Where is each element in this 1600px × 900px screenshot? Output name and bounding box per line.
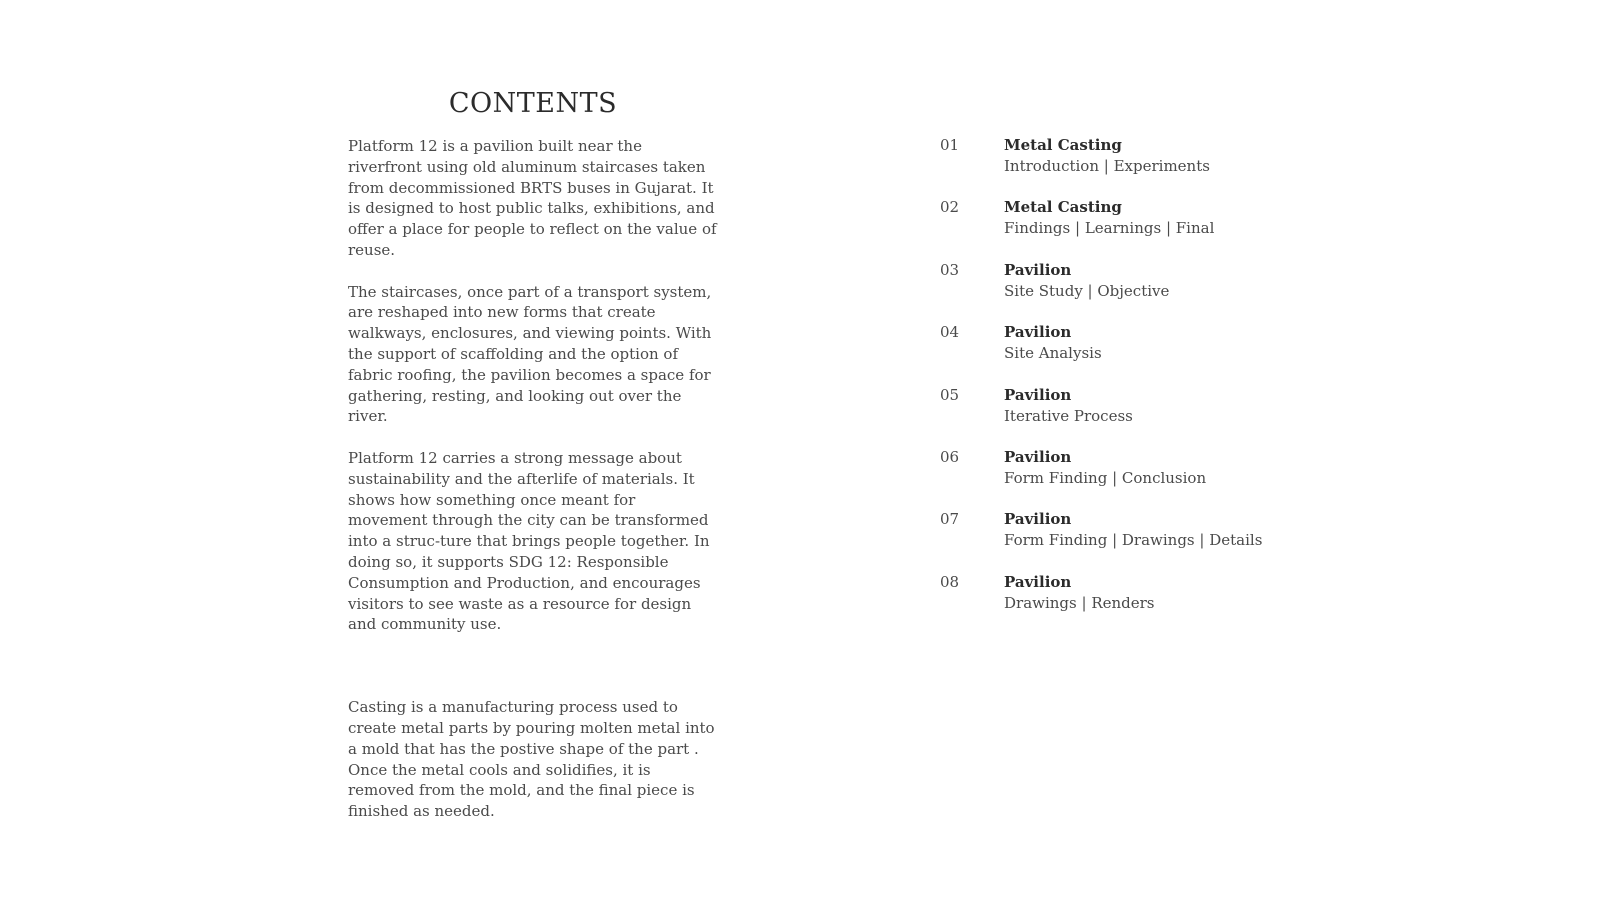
toc-title: Metal Casting xyxy=(1004,136,1122,154)
toc-title: Metal Casting xyxy=(1004,198,1122,217)
intro-text-column xyxy=(348,136,718,843)
toc-number: 06 xyxy=(940,447,960,466)
toc-subtitle: Form Finding | Drawings | Details xyxy=(1004,531,1263,550)
sustainability-paragraph: Platform 12 carries a strong message about sustainability and the afterlife of materials. It shows how something once meant for movement through the city can be transformed into a struc-ture that brings people together. In doing so, it supports SDG 12: Responsible Consumption and Production, and encourages visitors to see waste as a resource for design and community use. xyxy=(348,448,710,634)
toc-item-01[interactable] xyxy=(940,135,1360,197)
toc-subtitle: Iterative Process xyxy=(1004,406,1133,425)
toc-title: Pavilion xyxy=(1004,510,1072,529)
toc-subtitle: Site Study | Objective xyxy=(1004,281,1170,300)
toc-number: 07 xyxy=(940,510,960,529)
toc-title: Pavilion xyxy=(1004,323,1072,342)
toc-subtitle: Introduction | Experiments xyxy=(1004,157,1210,175)
toc-item-05[interactable] xyxy=(940,385,1360,447)
toc-number: 05 xyxy=(940,385,960,404)
toc-title: Pavilion xyxy=(1004,260,1072,279)
toc-title: Pavilion xyxy=(1004,447,1072,466)
contents-heading: CONTENTS xyxy=(448,88,618,119)
toc-subtitle: Findings | Learnings | Final xyxy=(1004,219,1215,238)
toc-title: Pavilion xyxy=(1004,572,1072,591)
toc-item-03[interactable] xyxy=(940,260,1360,322)
toc-subtitle: Site Analysis xyxy=(1004,344,1102,363)
toc-item-04[interactable] xyxy=(940,322,1360,384)
toc-number: 02 xyxy=(940,198,960,217)
staircase-paragraph: The staircases, once part of a transport system, are reshaped into new forms that create walkways, enclosures, and viewing points. With the support of scaffolding and the option of fabric roofing, the pavilion becomes a space for gathering, resting, and looking out over the river. xyxy=(348,282,712,426)
toc-number: 04 xyxy=(940,323,960,342)
table-of-contents xyxy=(940,135,1360,634)
toc-item-02[interactable] xyxy=(940,197,1360,259)
toc-subtitle: Form Finding | Conclusion xyxy=(1004,468,1207,487)
toc-item-08[interactable] xyxy=(940,572,1360,634)
intro-paragraph: Platform 12 is a pavilion built near the riverfront using old aluminum staircases taken from decommissioned BRTS buses in Gujarat. It is designed to host public talks, exhibitions, and offer a place for people to reflect on the value of reuse. xyxy=(348,137,717,259)
toc-number: 01 xyxy=(940,136,960,154)
toc-number: 03 xyxy=(940,260,960,279)
toc-title: Pavilion xyxy=(1004,385,1072,404)
toc-subtitle: Drawings | Renders xyxy=(1004,593,1155,612)
casting-paragraph: Casting is a manufacturing process used to create metal parts by pouring molten metal into a mold that has the postive shape of the part . Once the metal cools and solidifies, it is removed from the mold, and the final piece is finished as needed. xyxy=(348,698,715,821)
toc-item-07[interactable] xyxy=(940,509,1360,571)
toc-number: 08 xyxy=(940,572,960,591)
toc-item-06[interactable] xyxy=(940,447,1360,509)
